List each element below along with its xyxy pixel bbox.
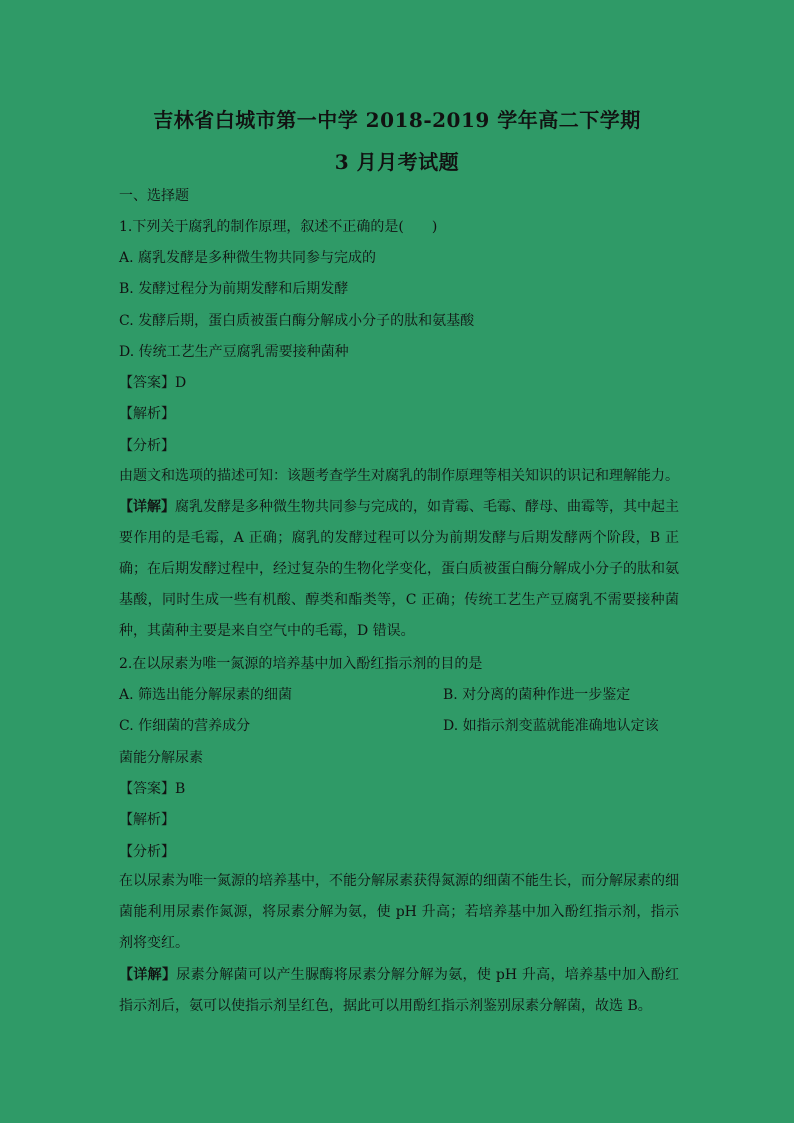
q1-option-b: B. 发酵过程分为前期发酵和后期发酵	[119, 281, 349, 297]
exam-title: 吉林省白城市第一中学 2018-2019 学年高二下学期	[153, 108, 641, 132]
q1-option-d: D. 传统工艺生产豆腐乳需要接种菌种	[119, 344, 349, 360]
q1-answer: 【答案】D	[119, 375, 187, 391]
q2-analysis: 在以尿素为唯一氮源的培养基中，不能分解尿素获得氮源的细菌不能生长，而分解尿素的细菌能利用尿素作氮源，将尿素分解为氨，使 pH 升高；若培养基中加入酚红指示剂，指示剂将变红。	[119, 873, 679, 951]
q2-option-d: D. 如指示剂变蓝就能准确地认定该	[443, 718, 659, 734]
q1-fenxi: 【分析】	[119, 438, 175, 454]
q2-detail-label: 【详解】	[119, 967, 177, 983]
q2-detail	[119, 960, 679, 1022]
q2-option-a: A. 筛选出能分解尿素的细菌	[119, 687, 293, 703]
q1-analysis: 由题文和选项的描述可知：该题考查学生对腐乳的制作原理等相关知识的识记和理解能力。	[119, 468, 679, 484]
q2-answer: 【答案】B	[119, 781, 186, 797]
q2-option-c: C. 作细菌的营养成分	[119, 718, 251, 734]
q2-stem: 2.在以尿素为唯一氮源的培养基中加入酚红指示剂的目的是	[119, 656, 483, 672]
q1-detail	[119, 492, 679, 647]
q1-option-a: A. 腐乳发酵是多种微生物共同参与完成的	[119, 250, 377, 266]
q1-detail-label: 【详解】	[119, 499, 175, 515]
q2-fenxi: 【分析】	[119, 844, 175, 860]
q1-jiexi: 【解析】	[119, 406, 175, 422]
q2-detail-text: 尿素分解菌可以产生脲酶将尿素分解分解为氨，使 pH 升高，培养基中加入酚红指示剂后，氨可以使指示剂呈红色，据此可以用酚红指示剂鉴别尿素分解菌，故选 B。	[119, 967, 680, 1014]
q1-detail-text: 腐乳发酵是多种微生物共同参与完成的，如青霉、毛霉、酵母、曲霉等，其中起主要作用的是毛霉，A 正确；腐乳的发酵过程可以分为前期发酵与后期发酵两个阶段，B 正确；在后期发酵过程中，经过复杂的生物化学变化，蛋白质被蛋白酶分解成小分子的肽和氨基酸，同时生成一些有机酸、醇类和酯类等，C 正确；传统工艺生产豆腐乳不需要接种菌种，其菌种主要是来自空气中的毛霉，D 错误。	[119, 499, 679, 639]
exam-subtitle: 3 月月考试题	[334, 150, 460, 174]
q2-option-d-continued: 菌能分解尿素	[119, 750, 203, 766]
q2-option-b: B. 对分离的菌种作进一步鉴定	[443, 687, 631, 703]
section-heading: 一、选择题	[119, 188, 189, 204]
q1-option-c: C. 发酵后期，蛋白质被蛋白酶分解成小分子的肽和氨基酸	[119, 313, 475, 329]
q2-jiexi: 【解析】	[119, 812, 175, 828]
q1-stem: 1.下列关于腐乳的制作原理，叙述不正确的是( )	[119, 219, 438, 235]
